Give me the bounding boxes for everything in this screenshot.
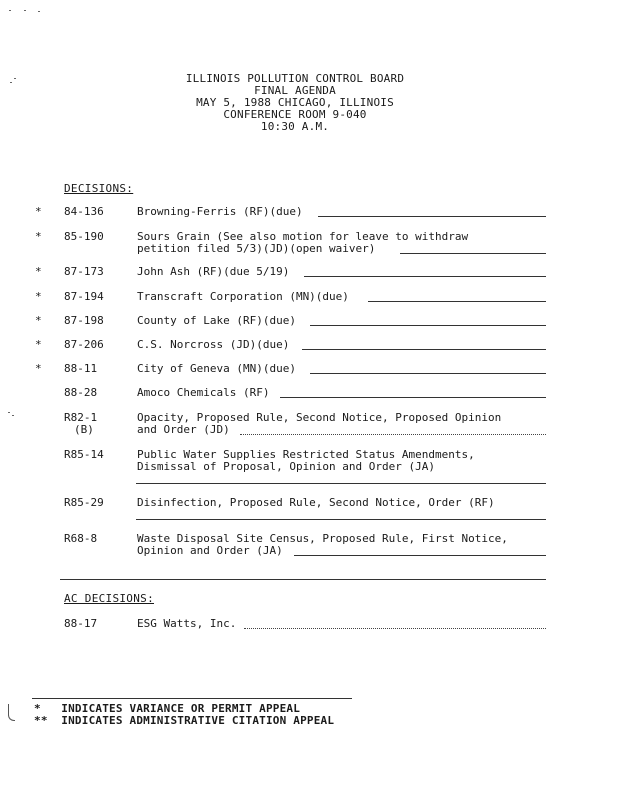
item-description: Amoco Chemicals (RF) (137, 386, 270, 399)
scan-speck (9, 10, 11, 11)
item-number: 88-17 (64, 617, 98, 630)
item-number: R85-29 (64, 496, 104, 509)
fill-line (240, 434, 546, 435)
fill-line (318, 216, 546, 217)
item-description: Waste Disposal Site Census, Proposed Rule, First Notice, (137, 532, 508, 545)
item-marker: * (35, 230, 42, 243)
item-number: 87-173 (64, 265, 104, 278)
fill-line (136, 483, 546, 484)
item-description: Browning-Ferris (RF)(due) (137, 205, 303, 218)
item-description-cont: Dismissal of Proposal, Opinion and Order (JA) (137, 460, 436, 473)
legend-citation: ** INDICATES ADMINISTRATIVE CITATION APPEAL (34, 714, 335, 727)
scan-speck (24, 10, 26, 11)
agenda-date-location: MAY 5, 1988 CHICAGO, ILLINOIS (196, 96, 394, 109)
fill-line (310, 325, 546, 326)
item-description: ESG Watts, Inc. (137, 617, 237, 630)
fill-line (304, 276, 546, 277)
item-description: Opacity, Proposed Rule, Second Notice, Proposed Opinion (137, 411, 502, 424)
item-number: R82-1 (64, 411, 98, 424)
item-number: 88-28 (64, 386, 98, 399)
agenda-room: CONFERENCE ROOM 9-040 (223, 108, 367, 121)
item-marker: * (35, 338, 42, 351)
fill-line (244, 628, 546, 629)
fill-line (310, 373, 546, 374)
item-marker: * (35, 290, 42, 303)
item-description: Transcraft Corporation (MN)(due) (137, 290, 349, 303)
agenda-time: 10:30 A.M. (260, 120, 330, 133)
item-number: 88-11 (64, 362, 98, 375)
item-marker: * (35, 265, 42, 278)
fill-line (368, 301, 546, 302)
item-description: Sours Grain (See also motion for leave to withdraw (137, 230, 469, 243)
item-marker: * (35, 205, 42, 218)
scan-speck (8, 412, 10, 413)
item-number: 87-198 (64, 314, 104, 327)
item-number: 87-194 (64, 290, 104, 303)
item-marker: * (35, 362, 42, 375)
item-number-suffix: (B) (74, 423, 94, 436)
item-description: City of Geneva (MN)(due) (137, 362, 296, 375)
item-description: John Ash (RF)(due 5/19) (137, 265, 290, 278)
agenda-title: FINAL AGENDA (254, 84, 336, 97)
ac-decisions-heading: AC DECISIONS: (64, 592, 154, 605)
fill-line (136, 519, 546, 520)
decisions-heading: DECISIONS: (64, 182, 134, 195)
item-description-cont: Opinion and Order (JA) (137, 544, 283, 557)
item-number: 84-136 (64, 205, 104, 218)
scan-mark (8, 704, 15, 721)
item-description-cont: and Order (JD) (137, 423, 230, 436)
item-description: Public Water Supplies Restricted Status Amendments, (137, 448, 475, 461)
item-description: County of Lake (RF)(due) (137, 314, 296, 327)
scan-speck (12, 415, 14, 416)
fill-line (400, 253, 546, 254)
scan-speck (38, 11, 40, 12)
section-separator (60, 579, 546, 580)
item-number: R68-8 (64, 532, 98, 545)
fill-line (294, 555, 546, 556)
fill-line (302, 349, 546, 350)
legend-variance: * INDICATES VARIANCE OR PERMIT APPEAL (34, 702, 301, 715)
item-number: 87-206 (64, 338, 104, 351)
item-description: Disinfection, Proposed Rule, Second Notice, Order (RF) (137, 496, 495, 509)
item-number: R85-14 (64, 448, 104, 461)
item-number: 85-190 (64, 230, 104, 243)
legend-rule (32, 698, 352, 699)
item-description: C.S. Norcross (JD)(due) (137, 338, 290, 351)
fill-line (280, 397, 546, 398)
item-marker: * (35, 314, 42, 327)
agenda-org-title: ILLINOIS POLLUTION CONTROL BOARD (185, 72, 405, 85)
item-description-cont: petition filed 5/3)(JD)(open waiver) (137, 242, 376, 255)
